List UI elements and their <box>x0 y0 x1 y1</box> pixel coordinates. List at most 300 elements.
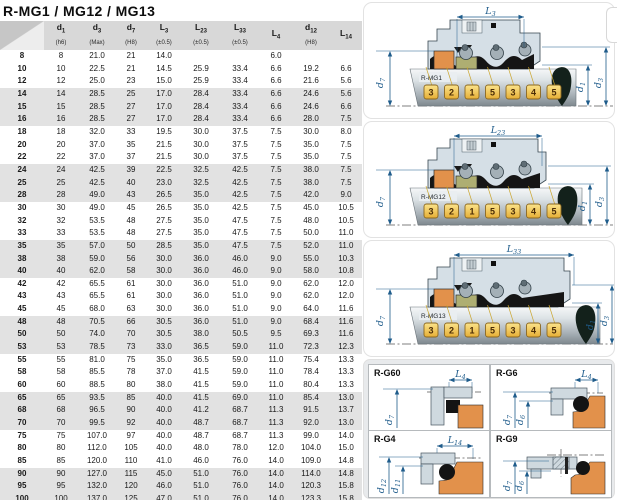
table-cell: 15.8 <box>338 493 354 500</box>
table-row <box>0 265 362 278</box>
table-cell: 9.5 <box>270 329 282 339</box>
table-cell: 38 <box>56 253 66 263</box>
dimension-arrow <box>454 134 460 138</box>
table-cell: 42.5 <box>89 164 105 174</box>
table-row <box>0 430 362 443</box>
table-cell: 30.0 <box>156 291 172 301</box>
callout-number: 4 <box>530 87 537 98</box>
table-cell: 7.5 <box>270 164 282 174</box>
table-cell: 123.3 <box>300 493 322 500</box>
table-cell: 58.0 <box>303 266 319 276</box>
spring-icon <box>493 283 499 289</box>
dimension-arrow <box>575 378 581 382</box>
table-cell: 7.5 <box>270 215 282 225</box>
table-cell: 65.5 <box>89 291 105 301</box>
spring-icon <box>462 164 468 170</box>
spring-icon <box>462 45 468 51</box>
table-cell: 37.5 <box>232 126 248 136</box>
dimension-arrow <box>388 170 392 176</box>
table-cell: 28.5 <box>89 101 105 111</box>
table-cell: 68.0 <box>89 304 105 314</box>
table-row <box>0 227 362 240</box>
o-ring <box>439 464 455 480</box>
dimension-label: d12 <box>376 478 388 494</box>
table-row <box>0 164 362 177</box>
dimension-arrow <box>513 461 517 467</box>
dimension-label: d3 <box>594 196 606 208</box>
table-cell: 11.6 <box>338 316 354 326</box>
table-cell: 55 <box>56 354 66 364</box>
table-cell: 33.4 <box>232 76 248 86</box>
table-cell: 14.0 <box>268 468 284 478</box>
table-cell: 37.0 <box>89 152 105 162</box>
table-cell: 27.5 <box>156 215 172 225</box>
table-cell: 21.5 <box>156 139 172 149</box>
table-cell: 68 <box>56 405 66 415</box>
table-cell: 14.0 <box>268 493 284 500</box>
table-cell: 16 <box>56 114 66 124</box>
table-cell: 6.6 <box>270 101 282 111</box>
table-cell: 11.0 <box>268 354 284 364</box>
table-cell: 72.3 <box>303 342 319 352</box>
dimension-arrow <box>586 101 590 107</box>
dimension-arrow <box>449 378 455 382</box>
table-cell: 30.0 <box>193 126 209 136</box>
dimension-label: d7 <box>375 315 387 327</box>
table-cell: 35.0 <box>303 139 319 149</box>
table-cell: 76.0 <box>232 481 248 491</box>
drive-pin <box>491 23 496 28</box>
table-cell: 78.5 <box>89 342 105 352</box>
table-cell: 40.0 <box>156 392 172 402</box>
dimension-table <box>0 21 362 500</box>
table-cell: 41.0 <box>156 456 172 465</box>
row-label: 28 <box>17 190 27 200</box>
table-cell: 35.0 <box>193 215 209 225</box>
table-corner-cell <box>0 21 44 50</box>
row-label: 65 <box>17 392 27 402</box>
table-cell <box>220 50 260 63</box>
row-label: 32 <box>17 215 27 225</box>
table-cell: 45.0 <box>156 468 172 478</box>
table-cell: 9.0 <box>270 316 282 326</box>
callout-number: 1 <box>469 325 475 336</box>
table-cell: 24.6 <box>303 88 319 98</box>
table-cell: 30 <box>56 202 66 212</box>
table-cell: 90 <box>126 405 136 415</box>
dimension-arrow <box>388 339 392 345</box>
detail-r-g4 <box>369 431 487 495</box>
table-cell: 28.0 <box>303 114 319 124</box>
table-cell: 22.5 <box>156 164 172 174</box>
table-cell: 47.5 <box>232 215 248 225</box>
table-cell: 112.0 <box>87 443 107 453</box>
table-cell: 48.0 <box>193 443 209 453</box>
table-cell: 96.5 <box>89 405 105 415</box>
table-cell: 9.0 <box>270 278 282 288</box>
table-cell: 49.0 <box>89 190 105 200</box>
table-cell: 15 <box>56 101 66 111</box>
table-cell: 59.0 <box>232 342 248 352</box>
row-label: 75 <box>17 430 27 440</box>
table-cell: 69.3 <box>303 329 319 339</box>
dimension-label: d6 <box>514 480 526 492</box>
table-cell: 40.0 <box>156 430 172 440</box>
table-cell: 53.5 <box>89 228 105 238</box>
table-cell: 47.5 <box>232 240 248 250</box>
table-cell: 7.5 <box>270 126 282 136</box>
table-cell: 65 <box>56 392 66 402</box>
table-cell: 97 <box>126 430 136 440</box>
table-cell: 78.0 <box>232 443 248 453</box>
table-cell: 27 <box>126 101 136 111</box>
table-row <box>0 366 362 379</box>
row-label: 40 <box>17 266 27 276</box>
dimension-arrow <box>525 471 529 477</box>
table-cell: 120.3 <box>300 481 322 491</box>
table-row <box>0 354 362 367</box>
table-cell: 63 <box>126 304 136 314</box>
table-cell: 28.4 <box>193 101 209 111</box>
table-cell: 40 <box>56 266 66 276</box>
table-cell: 69.0 <box>232 392 248 402</box>
spring-icon <box>462 283 468 289</box>
table-cell: 85 <box>56 456 66 465</box>
table-cell: 28.4 <box>193 88 209 98</box>
table-cell: 75.4 <box>303 354 319 364</box>
table-cell: 15.0 <box>156 76 172 86</box>
table-cell: 28.4 <box>193 114 209 124</box>
table-cell: 47.0 <box>156 493 172 500</box>
dimension-arrow <box>593 378 599 382</box>
table-row <box>0 253 362 266</box>
table-cell: 11.0 <box>268 367 284 377</box>
row-label: 60 <box>17 380 27 390</box>
dimension-label: L23 <box>490 125 506 137</box>
table-cell: 28.5 <box>89 88 105 98</box>
column-header: $d_1$ (h6) <box>44 21 78 50</box>
table-cell: 32 <box>56 215 66 225</box>
table-row <box>0 278 362 291</box>
table-cell: 48 <box>56 316 66 326</box>
table-cell: 51.0 <box>232 304 248 314</box>
dimension-label: d3 <box>599 315 611 327</box>
table-cell: 36.0 <box>193 278 209 288</box>
table-cell: 36.0 <box>193 291 209 301</box>
dimension-arrow <box>437 444 443 448</box>
table-cell: 81.0 <box>89 354 105 364</box>
table-row <box>0 328 362 341</box>
table-cell: 127.0 <box>86 468 108 478</box>
table-cell: 39 <box>126 164 136 174</box>
dimension-arrow <box>526 401 530 407</box>
table-cell: 132.0 <box>86 481 108 491</box>
table-row <box>0 392 362 405</box>
table-row <box>0 442 362 455</box>
table-cell: 42.5 <box>232 202 248 212</box>
table-cell: 37 <box>126 152 136 162</box>
table-cell: 78.4 <box>303 367 319 377</box>
row-label: 14 <box>17 88 27 98</box>
table-cell: 14.0 <box>156 51 172 60</box>
row-label: 35 <box>17 240 27 250</box>
dimension-arrow <box>588 184 592 190</box>
table-cell: 7.5 <box>340 177 352 187</box>
table-cell: 11.0 <box>268 380 284 390</box>
dimension-label: d7 <box>375 77 387 89</box>
row-label: 45 <box>17 304 27 314</box>
column-header: $d_7$ (H8) <box>116 21 146 50</box>
table-cell: 50.0 <box>303 228 319 238</box>
drive-pin <box>491 142 496 147</box>
dimension-arrow <box>454 253 460 257</box>
row-label: 68 <box>17 405 27 415</box>
callout-number: 3 <box>510 87 516 98</box>
table-cell: 12.0 <box>338 278 354 288</box>
table-cell: 35 <box>56 240 66 250</box>
table-cell: 125 <box>124 493 138 500</box>
dimension-arrow <box>457 15 463 19</box>
row-label: 90 <box>17 468 27 478</box>
table-cell: 61 <box>126 291 136 301</box>
row-label: 53 <box>17 342 27 352</box>
table-cell: 35 <box>126 139 136 149</box>
table-cell: 13.7 <box>338 405 354 415</box>
spring-icon <box>521 161 527 167</box>
table-cell: 46.0 <box>156 481 172 491</box>
row-label: 15 <box>17 101 27 111</box>
dimension-arrow <box>388 220 392 226</box>
table-cell: 48.7 <box>193 418 209 428</box>
seal-seat <box>434 51 454 69</box>
table-cell: 88.5 <box>89 380 105 390</box>
table-cell: 57.0 <box>89 240 105 250</box>
callout-number: 2 <box>448 325 455 336</box>
table-cell: 10.3 <box>338 253 354 263</box>
table-row <box>0 113 362 126</box>
row-label: 58 <box>17 367 27 377</box>
table-cell: 12.0 <box>338 291 354 301</box>
table-cell: 55.0 <box>303 253 319 263</box>
dimension-label: L14 <box>447 435 463 447</box>
dimension-arrow <box>586 65 590 71</box>
diagram-r-mg12 <box>364 122 614 237</box>
table-cell: 22 <box>56 152 66 162</box>
table-cell: 11.0 <box>268 392 284 402</box>
table-cell: 42.5 <box>232 164 248 174</box>
table-cell: 6.0 <box>270 51 282 60</box>
callout-number: 3 <box>428 206 434 217</box>
table-cell: 36.0 <box>193 304 209 314</box>
table-cell: 100 <box>54 493 68 500</box>
diagram-label: R-MG13 <box>421 313 446 320</box>
table-cell: 46.0 <box>232 253 248 263</box>
table-cell: 33.4 <box>232 88 248 98</box>
row-label: 55 <box>17 354 27 364</box>
table-row <box>0 88 362 101</box>
table-row <box>0 455 362 468</box>
callout-number: 2 <box>448 206 455 217</box>
detail-r-g6 <box>491 365 609 429</box>
table-cell: 68.4 <box>303 316 319 326</box>
table-row <box>0 316 362 329</box>
callout-number: 5 <box>551 206 557 217</box>
panel-title: R-G9 <box>496 434 518 444</box>
row-label: 12 <box>17 76 27 86</box>
gland-step <box>531 469 541 478</box>
table-cell: 30.0 <box>156 304 172 314</box>
row-label: 16 <box>17 114 27 124</box>
table-cell: 38.0 <box>303 164 319 174</box>
table-cell: 85.5 <box>89 367 105 377</box>
dimension-arrow <box>387 457 391 463</box>
table-cell: 21.6 <box>303 76 319 86</box>
table-cell: 7.5 <box>270 139 282 149</box>
table-cell: 7.5 <box>270 152 282 162</box>
table-cell: 7.5 <box>270 228 282 238</box>
table-cell: 41.2 <box>193 405 209 415</box>
table-cell: 30.0 <box>156 278 172 288</box>
table-cell: 30.0 <box>156 266 172 276</box>
row-label: 85 <box>17 456 27 465</box>
table-cell: 25.9 <box>193 63 209 73</box>
diagram-label: R-MG12 <box>421 194 446 201</box>
table-row <box>0 202 362 215</box>
table-cell: 47.5 <box>232 228 248 238</box>
table-cell: 9.0 <box>270 291 282 301</box>
table-cell: 49.0 <box>89 202 105 212</box>
table-cell: 35.0 <box>193 202 209 212</box>
table-cell: 115 <box>124 468 138 478</box>
table-cell: 30.5 <box>156 316 172 326</box>
o-ring <box>576 461 590 475</box>
table-cell: 35.0 <box>303 152 319 162</box>
table-cell: 14.8 <box>338 456 354 465</box>
table-cell: 14.5 <box>156 63 172 73</box>
row-label: 22 <box>17 152 27 162</box>
dimension-label: d7 <box>502 480 514 492</box>
table-cell: 78 <box>126 367 136 377</box>
table-cell: 105 <box>124 443 138 453</box>
table-cell: 5.6 <box>340 88 352 98</box>
table-cell: 12.0 <box>268 443 284 453</box>
table-cell <box>292 50 330 63</box>
dimension-arrow <box>388 51 392 57</box>
table-cell: 42.5 <box>89 177 105 187</box>
table-cell: 114.0 <box>301 468 321 478</box>
table-cell: 11.3 <box>268 418 284 428</box>
table-row <box>0 290 362 303</box>
table-cell: 70 <box>126 329 136 339</box>
callout-number: 3 <box>428 87 434 98</box>
table-cell: 60 <box>56 380 66 390</box>
table-cell: 37.0 <box>89 139 105 149</box>
table-cell: 50 <box>126 240 136 250</box>
column-header: $L_3$ (±0.5) <box>146 21 182 50</box>
table-cell: 41.5 <box>193 392 209 402</box>
table-cell: 76.0 <box>232 468 248 478</box>
table-row <box>0 151 362 164</box>
table-cell: 92 <box>126 418 136 428</box>
table-cell: 74.0 <box>89 329 105 339</box>
table-cell: 40.0 <box>156 418 172 428</box>
table-cell: 32.5 <box>193 177 209 187</box>
table-cell: 20 <box>56 139 66 149</box>
table-row <box>0 468 362 481</box>
table-row <box>0 417 362 430</box>
table-cell: 14.0 <box>268 456 284 465</box>
table-cell: 41.5 <box>193 367 209 377</box>
gland-plate <box>444 387 472 398</box>
table-cell: 58 <box>56 367 66 377</box>
table-cell: 48.0 <box>303 215 319 225</box>
diagram-label: R-MG1 <box>421 75 442 82</box>
row-label: 100 <box>15 493 29 500</box>
callout-number: 1 <box>469 87 475 98</box>
table-cell: 25 <box>126 88 136 98</box>
table-cell: 10.5 <box>338 215 354 225</box>
table-cell: 12 <box>56 76 66 86</box>
table-cell: 28.5 <box>156 240 172 250</box>
dimension-label: d7 <box>375 196 387 208</box>
detail-r-g60 <box>369 365 487 429</box>
table-cell: 32.5 <box>193 164 209 174</box>
table-cell: 7.5 <box>270 177 282 187</box>
table-cell: 11.0 <box>338 240 354 250</box>
dimension-label: d7 <box>384 414 396 426</box>
callout-number: 3 <box>428 325 434 336</box>
table-cell: 38.0 <box>156 380 172 390</box>
table-cell: 13.3 <box>338 354 354 364</box>
table-cell: 61 <box>126 278 136 288</box>
table-cell: 25.0 <box>89 76 105 86</box>
table-cell: 30.0 <box>156 253 172 263</box>
table-cell: 52.0 <box>303 240 319 250</box>
dimension-label: L33 <box>506 244 522 256</box>
row-label: 10 <box>17 63 27 73</box>
dimension-label: d1 <box>585 319 597 331</box>
table-cell: 62.0 <box>303 291 319 301</box>
table-cell: 12.3 <box>338 342 354 352</box>
table-cell: 19.5 <box>156 126 172 136</box>
table-cell: 53 <box>56 342 66 352</box>
table-cell: 11.3 <box>268 405 284 415</box>
set-screw <box>467 260 476 269</box>
table-cell: 120 <box>124 481 138 491</box>
callout-number: 3 <box>510 206 516 217</box>
callout-number: 5 <box>489 206 496 217</box>
table-row <box>0 240 362 253</box>
column-header: $L_4$ <box>260 21 292 50</box>
panel-title: R-G4 <box>374 434 396 444</box>
dimension-label: L4 <box>455 369 466 381</box>
table-cell: 10.5 <box>338 202 354 212</box>
table-cell: 66 <box>126 316 136 326</box>
row-label: 80 <box>17 443 27 453</box>
row-label: 42 <box>17 278 27 288</box>
table-cell: 13.0 <box>338 418 354 428</box>
table-cell: 37.0 <box>156 367 172 377</box>
table-cell: 91.5 <box>303 405 319 415</box>
table-body <box>0 50 362 500</box>
table-cell: 11.0 <box>338 228 354 238</box>
column-header: $L_{23}$ (±0.5) <box>182 21 220 50</box>
table-cell: 80 <box>126 380 136 390</box>
column-header: $L_{33}$ (±0.5) <box>220 21 260 50</box>
table-cell: 10 <box>56 63 66 73</box>
table-cell: 13.0 <box>338 392 354 402</box>
dimension-arrow <box>513 392 517 398</box>
